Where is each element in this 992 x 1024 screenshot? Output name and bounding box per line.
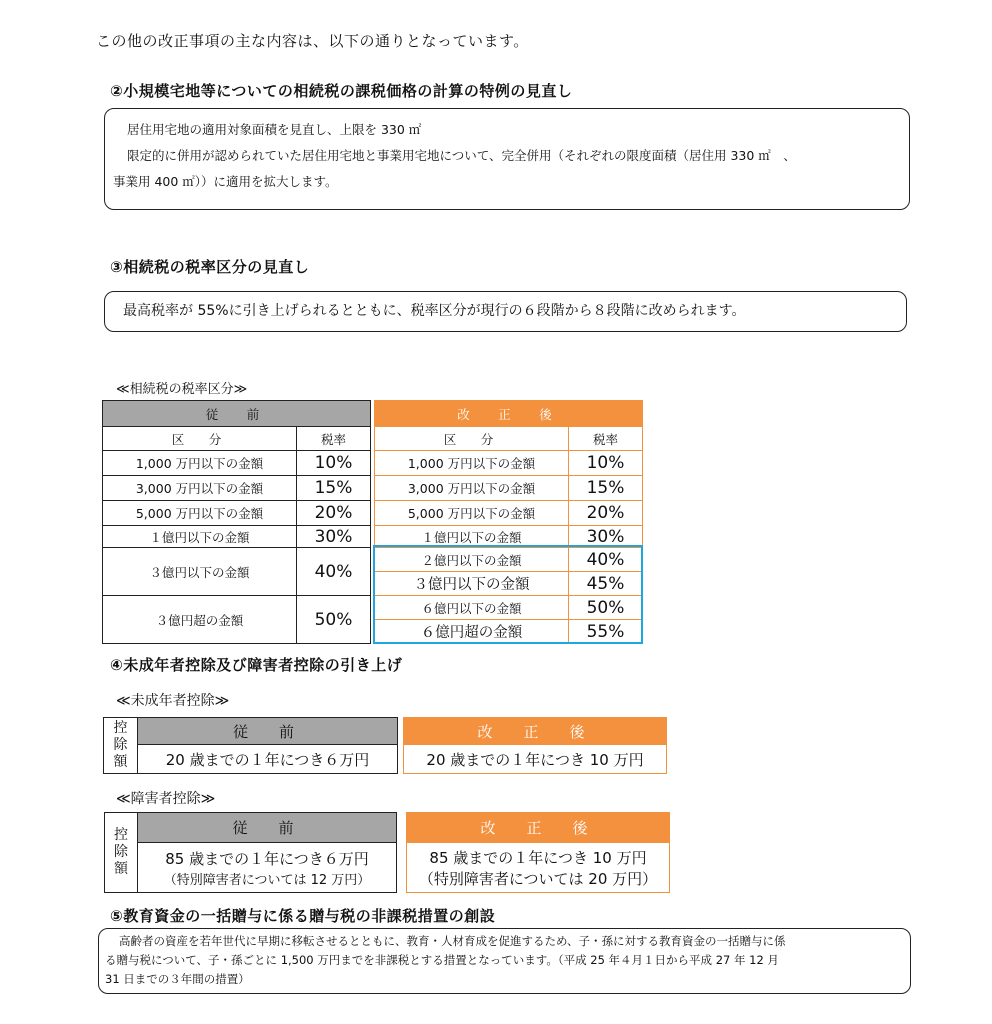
old-rate-table: [102, 400, 371, 644]
old-rate: 50%: [297, 596, 371, 644]
minor-new-table: [403, 717, 667, 774]
section2-line3: 事業用 400 ㎡））に適用を拡大します。: [113, 174, 338, 189]
new-col-rate: 税率: [569, 427, 643, 451]
table-row: [103, 596, 371, 644]
new-category: １億円以下の金額: [375, 526, 569, 548]
section3-box: 最高税率が 55%に引き上げられるとともに、税率区分が現行の６段階から８段階に改められます。: [104, 291, 907, 332]
minor-side-label: 控除額: [104, 718, 138, 774]
disabled-old-note: （特別障害者については 12 万円）: [163, 872, 371, 888]
section2-line2: 限定的に併用が認められていた居住用宅地と事業用宅地について、完全併用（それぞれの限度面積（居住用 330 ㎡ 、: [127, 148, 796, 163]
new-rate: 15%: [569, 476, 643, 501]
section5-line1: 高齢者の資産を若年世代に早期に移転させるとともに、教育・人材育成を促進するため、子・孫に対する教育資金の一括贈与に係: [119, 934, 786, 948]
intro-text: この他の改正事項の主な内容は、以下の通りとなっています。: [96, 32, 529, 50]
table-row: [103, 451, 371, 476]
old-rate: 15%: [297, 476, 371, 501]
new-category: 1,000 万円以下の金額: [375, 451, 569, 476]
new-brackets-highlight: [373, 545, 643, 644]
section5-line3: 31 日までの３年間の措置）: [105, 972, 250, 986]
old-category: １億円以下の金額: [103, 526, 297, 548]
disabled-new-cell: [407, 843, 670, 893]
table-row: [103, 526, 371, 548]
disabled-old-table: [104, 812, 397, 893]
minor-old-title: 従 前: [138, 718, 398, 745]
new-category: ６億円超の金額: [375, 620, 569, 644]
section5-box: [98, 928, 911, 994]
old-col-category: 区 分: [103, 427, 297, 451]
disabled-new-title: 改 正 後: [407, 813, 670, 843]
section4-heading: ④未成年者控除及び障害者控除の引き上げ: [110, 656, 403, 674]
disabled-caption: ≪障害者控除≫: [116, 791, 216, 807]
old-rate: 10%: [297, 451, 371, 476]
minor-new-value: 20 歳までの１年につき 10 万円: [404, 745, 667, 774]
disabled-side-label: 控除額: [105, 813, 138, 893]
old-category: 3,000 万円以下の金額: [103, 476, 297, 501]
minor-old-table: [103, 717, 398, 774]
disabled-old-title: 従 前: [138, 813, 397, 843]
table-row: [375, 451, 643, 476]
disabled-new-value: 85 歳までの１年につき 10 万円: [429, 848, 647, 867]
new-category: ２億円以下の金額: [375, 548, 569, 572]
section2-box: [104, 108, 910, 210]
new-rate: 45%: [569, 572, 643, 596]
new-category: 3,000 万円以下の金額: [375, 476, 569, 501]
old-table-title: 従 前: [103, 401, 371, 427]
section2-heading: ②小規模宅地等についての相続税の課税価格の計算の特例の見直し: [110, 82, 573, 100]
new-rate: 55%: [569, 620, 643, 644]
old-category: 1,000 万円以下の金額: [103, 451, 297, 476]
new-col-category: 区 分: [375, 427, 569, 451]
old-col-rate: 税率: [297, 427, 371, 451]
new-category: ３億円以下の金額: [375, 572, 569, 596]
old-rate: 40%: [297, 548, 371, 596]
table-row: [375, 501, 643, 526]
disabled-new-table: [406, 812, 670, 893]
old-category: ３億円超の金額: [103, 596, 297, 644]
old-category: ３億円以下の金額: [103, 548, 297, 596]
old-rate: 20%: [297, 501, 371, 526]
new-category: ６億円以下の金額: [375, 596, 569, 620]
section2-line1: 居住用宅地の適用対象面積を見直し、上限を 330 ㎡: [127, 122, 422, 137]
new-rate: 10%: [569, 451, 643, 476]
disabled-old-cell: [138, 843, 397, 893]
new-table-title: 改 正 後: [375, 401, 643, 427]
disabled-new-note: （特別障害者については 20 万円）: [418, 869, 658, 888]
table-row: [103, 476, 371, 501]
disabled-old-value: 85 歳までの１年につき６万円: [165, 849, 369, 868]
minor-caption: ≪未成年者控除≫: [116, 693, 230, 709]
table-row: [103, 501, 371, 526]
section5-heading: ⑤教育資金の一括贈与に係る贈与税の非課税措置の創設: [110, 907, 496, 925]
new-rate: 40%: [569, 548, 643, 572]
rate-table-caption: ≪相続税の税率区分≫: [116, 382, 248, 397]
new-rate: 30%: [569, 526, 643, 548]
old-rate: 30%: [297, 526, 371, 548]
old-category: 5,000 万円以下の金額: [103, 501, 297, 526]
table-row: [375, 476, 643, 501]
table-row: [103, 548, 371, 596]
new-rate: 50%: [569, 596, 643, 620]
section3-heading: ③相続税の税率区分の見直し: [110, 258, 310, 276]
new-rate: 20%: [569, 501, 643, 526]
minor-new-title: 改 正 後: [404, 718, 667, 745]
minor-old-value: 20 歳までの１年につき６万円: [138, 745, 398, 774]
new-category: 5,000 万円以下の金額: [375, 501, 569, 526]
section5-line2: る贈与税について、子・孫ごとに 1,500 万円までを非課税とする措置となっています。（平成 25 年４月１日から平成 27 年 12 月: [105, 953, 779, 967]
